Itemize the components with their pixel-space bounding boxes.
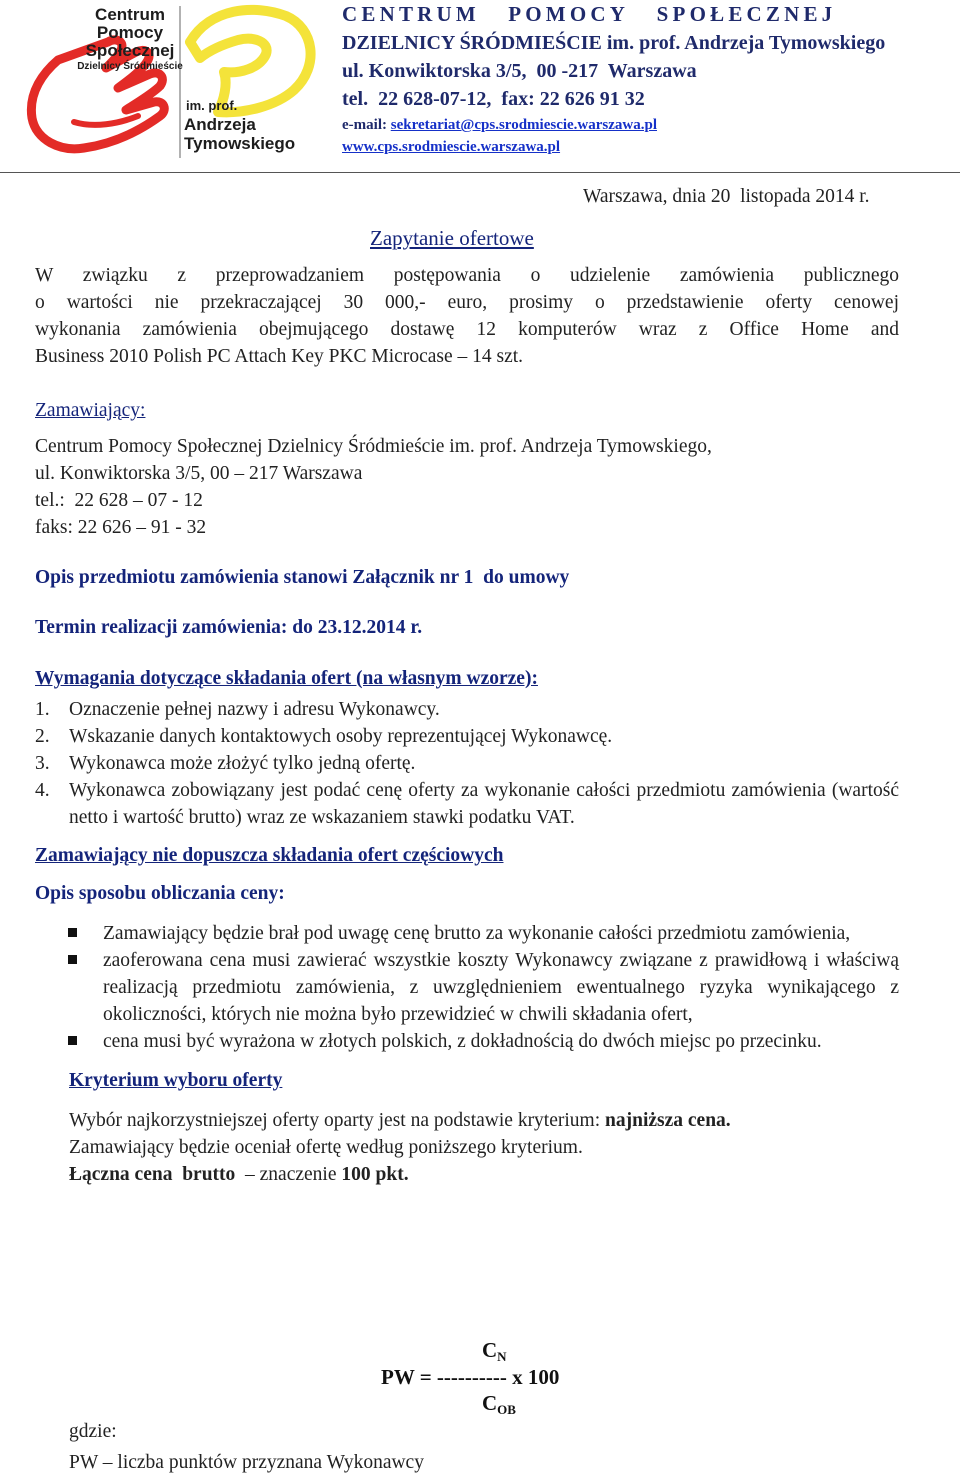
logo-text-spolecznej: Społecznej xyxy=(85,41,175,60)
logo-text-pomocy: Pomocy xyxy=(96,23,164,42)
formula-denominator xyxy=(482,1391,516,1418)
logo xyxy=(14,2,324,162)
header-phone: tel. 22 628-07-12, fax: 22 626 91 32 xyxy=(342,88,645,110)
header-address: ul. Konwiktorska 3/5, 00 -217 Warszawa xyxy=(342,60,697,82)
requirements-heading: Wymagania dotyczące składania ofert (na własnym wzorze): xyxy=(35,668,538,689)
formula-numerator-symbol: C xyxy=(482,1338,498,1362)
intro-line: W związku z przeprowadzaniem postępowania o udzielenie zamówienia publicznego xyxy=(35,265,899,286)
document-body xyxy=(35,262,899,1188)
where-label: gdzie: xyxy=(69,1421,117,1442)
list-item-text: Wykonawca może złożyć tylko jedną ofertę. xyxy=(69,753,416,774)
logo-text-tymowskiego: Tymowskiego xyxy=(184,134,296,153)
criterion-heading: Kryterium wyboru oferty xyxy=(69,1070,283,1091)
logo-text-andrzeja: Andrzeja xyxy=(184,115,256,134)
intro-line: Business 2010 Polish PC Attach Key PKC Microcase – 14 szt. xyxy=(35,346,524,367)
header-website-line xyxy=(342,139,560,156)
header-org-district: DZIELNICY ŚRÓDMIEŚCIE im. prof. Andrzeja Tymowskiego xyxy=(342,32,886,54)
list-item-number: 3. xyxy=(35,753,50,774)
list-item-number: 1. xyxy=(35,699,50,720)
logo-text-centrum: Centrum xyxy=(95,5,165,24)
requirements-list xyxy=(0,696,899,831)
buyer-name: Centrum Pomocy Społecznej Dzielnicy Śródmieście im. prof. Andrzeja Tymowskiego, xyxy=(35,436,712,457)
criterion-text: Wybór najkorzystniejszej oferty oparty jest na podstawie kryterium: xyxy=(69,1110,606,1131)
list-item-text: Wskazanie danych kontaktowych osoby reprezentującej Wykonawcę. xyxy=(69,726,613,747)
buyer-fax: faks: 22 626 – 91 - 32 xyxy=(35,517,207,538)
list-item xyxy=(0,1028,899,1055)
document-title: Zapytanie ofertowe xyxy=(370,226,534,250)
header-email-label: e-mail: xyxy=(342,117,391,133)
list-item-text: Wykonawca zobowiązany jest podać cenę oferty za wykonanie całości przedmiotu zamówienia (wartość netto i wartość brutto) wraz ze wskazaniem stawki podatku VAT. xyxy=(69,780,899,828)
where-pw-definition: PW – liczba punktów przyznana Wykonawcy xyxy=(69,1452,424,1473)
criterion-total-label: Łączna cena brutto xyxy=(69,1164,236,1185)
criterion-line-3 xyxy=(69,1161,899,1188)
logo-text-dzielnicy: Dzielnicy Śródmieście xyxy=(77,61,183,72)
buyer-address: ul. Konwiktorska 3/5, 00 – 217 Warszawa xyxy=(35,463,363,484)
intro-paragraph xyxy=(35,262,899,370)
no-partial-offers: Zamawiający nie dopuszcza składania ofert częściowych xyxy=(35,845,504,866)
deadline-line: Termin realizacji zamówienia: do 23.12.2014 r. xyxy=(35,617,423,638)
intro-line: o wartości nie przekraczającej 30 000,- euro, prosimy o przedstawienie oferty cenowej xyxy=(35,292,899,313)
criterion-line-2: Zamawiający będzie oceniał ofertę według poniższego kryterium. xyxy=(69,1137,583,1158)
bullet-square-icon xyxy=(68,1036,77,1045)
subject-line: Opis przedmiotu zamówienia stanowi Załącznik nr 1 do umowy xyxy=(35,567,570,588)
criterion-weight-label: – znaczenie xyxy=(235,1164,342,1185)
list-item-number: 2. xyxy=(35,726,50,747)
header-org-name: CENTRUM POMOCY SPOŁECZNEJ xyxy=(342,2,837,26)
header-email-link[interactable]: sekretariat@cps.srodmiescie.warszawa.pl xyxy=(390,117,658,133)
list-item-text: Zamawiający będzie brał pod uwagę cenę brutto za wykonanie całości przedmiotu zamówienia, xyxy=(103,923,851,944)
document-date: Warszawa, dnia 20 listopada 2014 r. xyxy=(583,186,870,207)
buyer-tel: tel.: 22 628 – 07 - 12 xyxy=(35,490,203,511)
list-item xyxy=(0,750,899,777)
formula-denominator-symbol: C xyxy=(482,1391,498,1415)
list-item xyxy=(0,920,899,947)
formula-numerator-subscript: N xyxy=(497,1349,507,1364)
formula-numerator xyxy=(482,1338,507,1365)
formula-main: PW = ---------- x 100 xyxy=(381,1365,560,1389)
list-item-number: 4. xyxy=(35,780,50,801)
list-item xyxy=(0,696,899,723)
list-item-text: zaoferowana cena musi zawierać wszystkie koszty Wykonawcy związane z prawidłową i właściwą realizacją przedmiotu zamówienia, z uwzględnieniem ewentualnego ryzyka wynikającego z okoliczności, których nie można było przewidzieć w chwili składania ofert, xyxy=(103,950,899,1025)
header-email-line xyxy=(342,117,657,134)
intro-line: wykonania zamówienia obejmującego dostawę 12 komputerów wraz z Office Home and xyxy=(35,319,899,340)
list-item xyxy=(0,777,899,831)
pricing-heading: Opis sposobu obliczania ceny: xyxy=(35,883,285,904)
list-item-text: Oznaczenie pełnej nazwy i adresu Wykonawcy. xyxy=(69,699,440,720)
pricing-list xyxy=(0,920,899,1055)
criterion-value: najniższa cena. xyxy=(605,1110,731,1131)
bullet-square-icon xyxy=(68,955,77,964)
logo-text-improf: im. prof. xyxy=(186,98,238,113)
criterion-weight-value: 100 pkt. xyxy=(341,1164,409,1185)
bullet-square-icon xyxy=(68,928,77,937)
formula-denominator-subscript: OB xyxy=(497,1402,516,1417)
list-item-text: cena musi być wyrażona w złotych polskich, z dokładnością do dwóch miejsc po przecinku. xyxy=(103,1031,822,1052)
header-website-link[interactable]: www.cps.srodmiescie.warszawa.pl xyxy=(342,139,561,155)
list-item xyxy=(0,723,899,750)
criterion-line-1 xyxy=(69,1107,899,1134)
list-item xyxy=(0,947,899,1028)
header-divider xyxy=(0,172,960,173)
buyer-heading: Zamawiający: xyxy=(35,400,146,421)
